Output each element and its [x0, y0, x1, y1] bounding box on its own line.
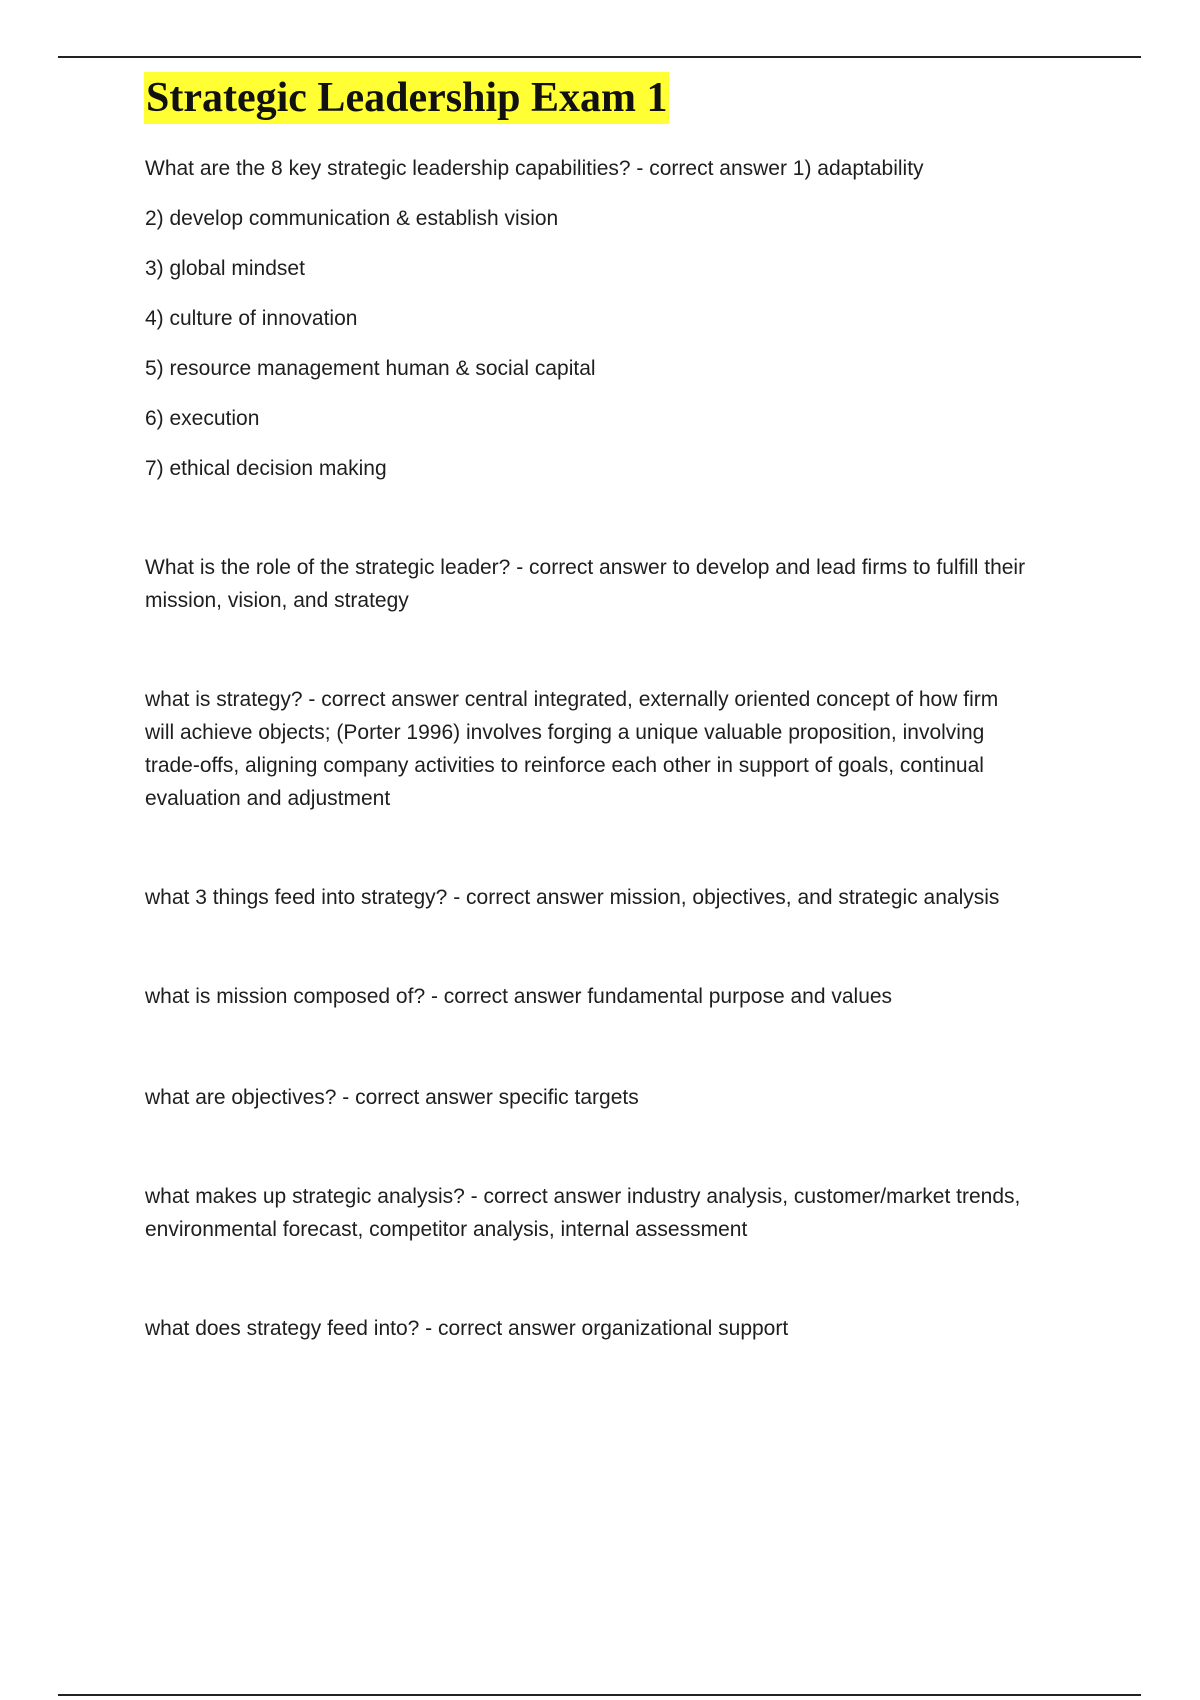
question-6 [145, 1081, 1095, 1114]
list-item: 6) execution [145, 407, 260, 430]
question-4 [145, 881, 1095, 914]
document-title: Strategic Leadership Exam 1 [144, 72, 669, 124]
question-line: what 3 things feed into strategy? - correct answer mission, objectives, and strategic analysis [145, 886, 1000, 909]
list-item: 7) ethical decision making [145, 457, 387, 480]
question-line: what is strategy? - correct answer central integrated, externally oriented concept of how firm [145, 688, 999, 711]
question-line: trade-offs, aligning company activities to reinforce each other in support of goals, continual [145, 754, 984, 777]
question-3 [145, 683, 1095, 815]
question-line: what does strategy feed into? - correct answer organizational support [145, 1317, 789, 1340]
question-text: What are the 8 key strategic leadership capabilities? - correct answer 1) adaptability [145, 157, 924, 180]
question-line: what makes up strategic analysis? - correct answer industry analysis, customer/market trends, [145, 1185, 1021, 1208]
question-5 [145, 980, 1095, 1013]
question-2 [145, 551, 1095, 617]
question-line: evaluation and adjustment [145, 787, 391, 810]
question-7 [145, 1180, 1095, 1246]
top-divider [58, 56, 1141, 58]
question-line: What is the role of the strategic leader? - correct answer to develop and lead firms to fulfill their [145, 556, 1026, 579]
question-line: mission, vision, and strategy [145, 589, 409, 612]
bottom-divider [58, 1694, 1141, 1696]
list-item: 5) resource management human & social capital [145, 357, 596, 380]
question-line: environmental forecast, competitor analysis, internal assessment [145, 1218, 748, 1241]
list-item: 3) global mindset [145, 257, 305, 280]
question-line: what is mission composed of? - correct answer fundamental purpose and values [145, 985, 893, 1008]
list-item: 2) develop communication & establish vision [145, 207, 559, 230]
question-line: will achieve objects; (Porter 1996) involves forging a unique valuable proposition, involving [145, 721, 985, 744]
question-1 [145, 152, 1095, 485]
question-line: what are objectives? - correct answer specific targets [145, 1086, 639, 1109]
list-item: 4) culture of innovation [145, 307, 358, 330]
document-body [145, 152, 1095, 1345]
title-block [144, 72, 669, 124]
question-8 [145, 1312, 1095, 1345]
